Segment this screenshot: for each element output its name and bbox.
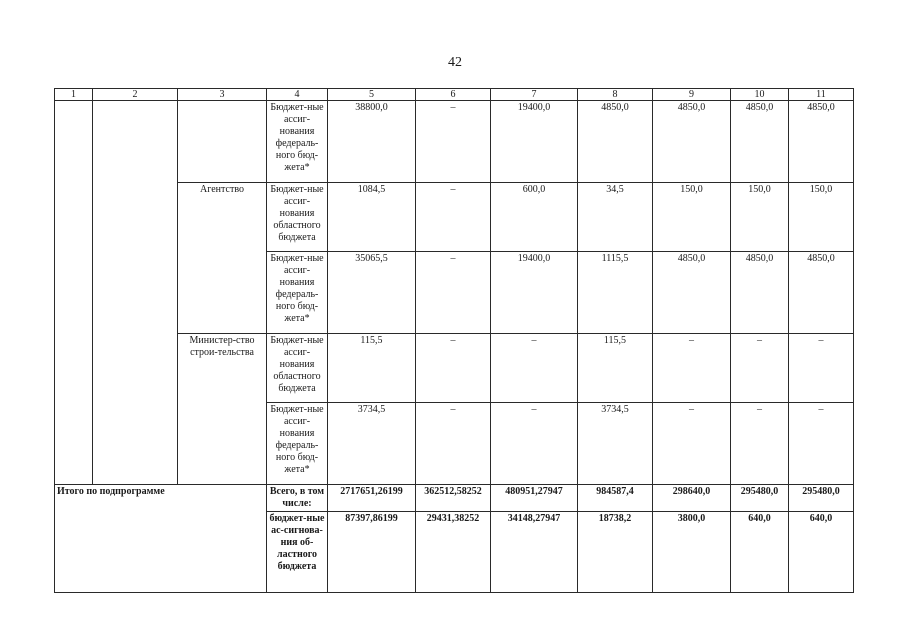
value-cell: – [789, 334, 854, 403]
column-number: 2 [93, 89, 178, 101]
value-cell: 4850,0 [653, 101, 731, 183]
value-cell: 115,5 [328, 334, 416, 403]
measure-cell [93, 101, 178, 485]
value-cell: – [491, 334, 578, 403]
funding-source-cell: Бюджет-ные ассиг-нования федераль-ного бюд-жета* [267, 101, 328, 183]
executor-cell: Агентство [178, 183, 267, 334]
value-cell: – [416, 183, 491, 252]
value-cell: – [491, 403, 578, 485]
value-cell: – [653, 334, 731, 403]
value-cell: 4850,0 [578, 101, 653, 183]
value-cell: 115,5 [578, 334, 653, 403]
value-cell: 3734,5 [328, 403, 416, 485]
executor-cell [178, 101, 267, 183]
column-number: 4 [267, 89, 328, 101]
column-number: 1 [55, 89, 93, 101]
column-number-row [55, 89, 854, 101]
value-cell: 4850,0 [731, 252, 789, 334]
value-cell: – [731, 403, 789, 485]
funding-source-cell: бюджет-ные ас-сигнова-ния об-ластного бюджета [267, 512, 328, 593]
value-cell: 1084,5 [328, 183, 416, 252]
column-number: 5 [328, 89, 416, 101]
value-cell: 38800,0 [328, 101, 416, 183]
total-row [55, 485, 854, 512]
value-cell: 18738,2 [578, 512, 653, 593]
value-cell: 480951,27947 [491, 485, 578, 512]
value-cell: 640,0 [731, 512, 789, 593]
page-number: 42 [448, 55, 462, 70]
value-cell: 298640,0 [653, 485, 731, 512]
column-number: 8 [578, 89, 653, 101]
value-cell: 150,0 [731, 183, 789, 252]
funding-source-cell: Бюджет-ные ассиг-нования областного бюджета [267, 334, 328, 403]
value-cell: – [789, 403, 854, 485]
value-cell: 4850,0 [789, 252, 854, 334]
value-cell: 984587,4 [578, 485, 653, 512]
value-cell: – [416, 403, 491, 485]
value-cell: 19400,0 [491, 101, 578, 183]
column-number: 9 [653, 89, 731, 101]
column-number: 6 [416, 89, 491, 101]
value-cell: 4850,0 [653, 252, 731, 334]
value-cell: 640,0 [789, 512, 854, 593]
number-cell [55, 101, 93, 485]
executor-cell: Министер-ство строи-тельства [178, 334, 267, 485]
value-cell: 19400,0 [491, 252, 578, 334]
value-cell: – [416, 334, 491, 403]
value-cell: 3734,5 [578, 403, 653, 485]
value-cell: 29431,38252 [416, 512, 491, 593]
value-cell: – [653, 403, 731, 485]
total-label: Итого по подпрограмме [55, 485, 267, 593]
value-cell: 4850,0 [731, 101, 789, 183]
value-cell: 295480,0 [731, 485, 789, 512]
value-cell: – [731, 334, 789, 403]
funding-source-cell: Бюджет-ные ассиг-нования областного бюджета [267, 183, 328, 252]
value-cell: 34148,27947 [491, 512, 578, 593]
value-cell: 150,0 [789, 183, 854, 252]
budget-table [54, 88, 854, 593]
value-cell: – [416, 252, 491, 334]
value-cell: 35065,5 [328, 252, 416, 334]
table-row [55, 101, 854, 183]
value-cell: 87397,86199 [328, 512, 416, 593]
column-number: 11 [789, 89, 854, 101]
value-cell: 600,0 [491, 183, 578, 252]
column-number: 10 [731, 89, 789, 101]
value-cell: – [416, 101, 491, 183]
value-cell: 3800,0 [653, 512, 731, 593]
value-cell: 4850,0 [789, 101, 854, 183]
value-cell: 362512,58252 [416, 485, 491, 512]
value-cell: 2717651,26199 [328, 485, 416, 512]
funding-source-cell: Бюджет-ные ассиг-нования федераль-ного бюд-жета* [267, 403, 328, 485]
column-number: 7 [491, 89, 578, 101]
value-cell: 150,0 [653, 183, 731, 252]
funding-source-cell: Всего, в том числе: [267, 485, 328, 512]
value-cell: 34,5 [578, 183, 653, 252]
value-cell: 1115,5 [578, 252, 653, 334]
column-number: 3 [178, 89, 267, 101]
value-cell: 295480,0 [789, 485, 854, 512]
funding-source-cell: Бюджет-ные ассиг-нования федераль-ного бюд-жета* [267, 252, 328, 334]
